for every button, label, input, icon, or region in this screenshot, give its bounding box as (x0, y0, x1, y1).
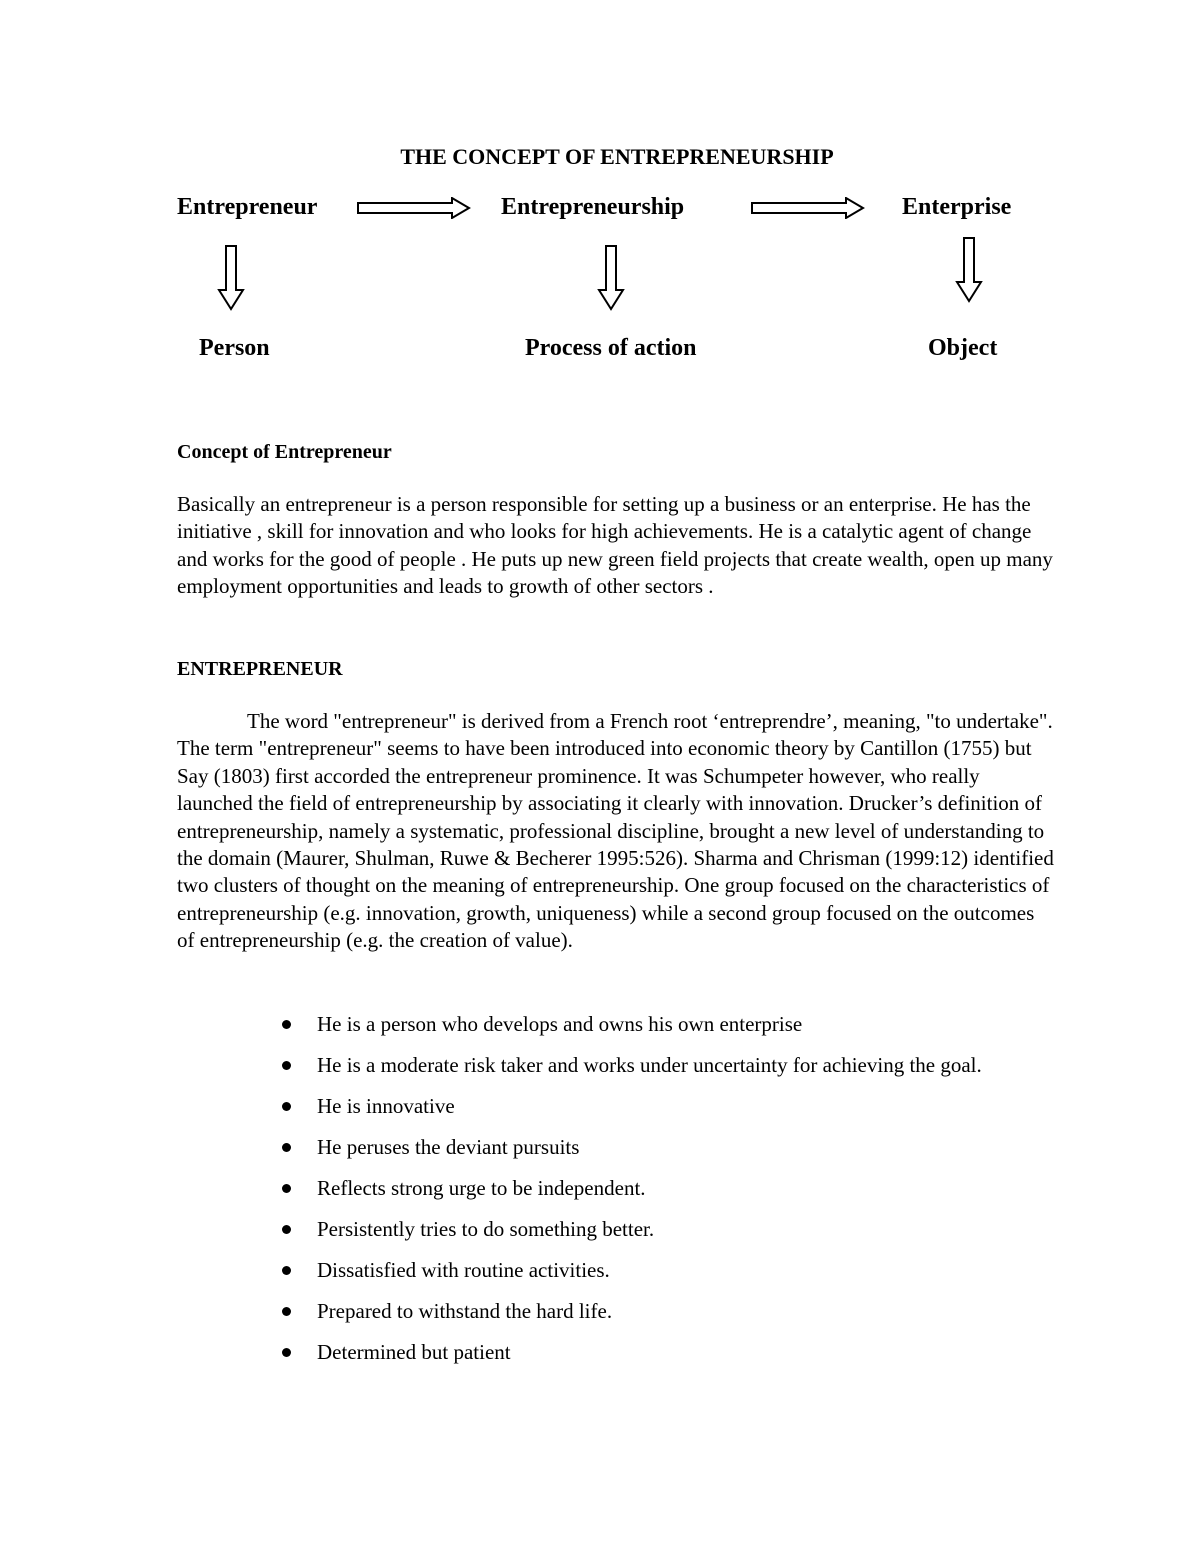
diagram-label-person: Person (199, 335, 270, 361)
section-heading-concept: Concept of Entrepreneur (177, 441, 392, 463)
entrepreneur-paragraph-text: The word "entrepreneur" is derived from a French root ‘entreprendre’, meaning, "to undertake". The term "entrepreneur" seems to have been introduced into economic theory by Cantillon (1755) but Say (1803) first accorded the entrepreneur prominence. It was Schumpeter however, who really launched the field of entrepreneurship by associating it clearly with innovation. Drucker’s definition of entrepreneurship, namely a systematic, professional discipline, brought a new level of understanding to the domain (Maurer, Shulman, Ruwe & Becherer 1995:526). Sharma and Chrisman (1999:12) identified two clusters of thought on the meaning of entrepreneurship. One group focused on the characteristics of entrepreneurship (e.g. innovation, growth, uniqueness) while a second group focused on the outcomes of entrepreneurship (e.g. the creation of value). (177, 709, 1054, 953)
concept-paragraph: Basically an entrepreneur is a person responsible for setting up a business or an enterprise. He has the initiative , skill for innovation and who looks for high achievements. He is a catalytic agent of change and works for the good of people . He puts up new green field projects that create wealth, open up many employment opportunities and leads to growth of other sectors . (177, 492, 1053, 599)
bullet-icon (282, 1184, 291, 1193)
trait-list (280, 1004, 1070, 1373)
bullet-icon (282, 1020, 291, 1029)
page-title: THE CONCEPT OF ENTREPRENEURSHIP (400, 144, 834, 169)
bullet-icon (282, 1348, 291, 1357)
list-item: Determined but patient (280, 1332, 1070, 1373)
down-arrow-icon (955, 237, 983, 303)
section-heading-entrepreneur: ENTREPRENEUR (177, 658, 343, 680)
list-item: Prepared to withstand the hard life. (280, 1291, 1070, 1332)
down-arrow-icon (217, 245, 245, 311)
down-arrow-icon (597, 245, 625, 311)
diagram-label-entrepreneur: Entrepreneur (177, 194, 318, 220)
diagram-label-enterprise: Enterprise (902, 194, 1012, 220)
bullet-icon (282, 1266, 291, 1275)
diagram-label-process-of-action: Process of action (525, 335, 697, 361)
list-item: He peruses the deviant pursuits (280, 1127, 1070, 1168)
bullet-icon (282, 1225, 291, 1234)
diagram-label-object: Object (928, 335, 998, 361)
list-item: He is a person who develops and owns his own enterprise (280, 1004, 1070, 1045)
right-arrow-icon (357, 197, 471, 219)
bullet-icon (282, 1102, 291, 1111)
list-item: Persistently tries to do something better. (280, 1209, 1070, 1250)
bullet-icon (282, 1307, 291, 1316)
bullet-icon (282, 1143, 291, 1152)
list-item: Reflects strong urge to be independent. (280, 1168, 1070, 1209)
right-arrow-icon (751, 197, 865, 219)
list-item: He is a moderate risk taker and works under uncertainty for achieving the goal. (280, 1045, 1070, 1086)
list-item: Dissatisfied with routine activities. (280, 1250, 1070, 1291)
bullet-icon (282, 1061, 291, 1070)
diagram-label-entrepreneurship: Entrepreneurship (501, 194, 685, 220)
list-item: He is innovative (280, 1086, 1070, 1127)
entrepreneur-paragraph (177, 708, 1057, 955)
